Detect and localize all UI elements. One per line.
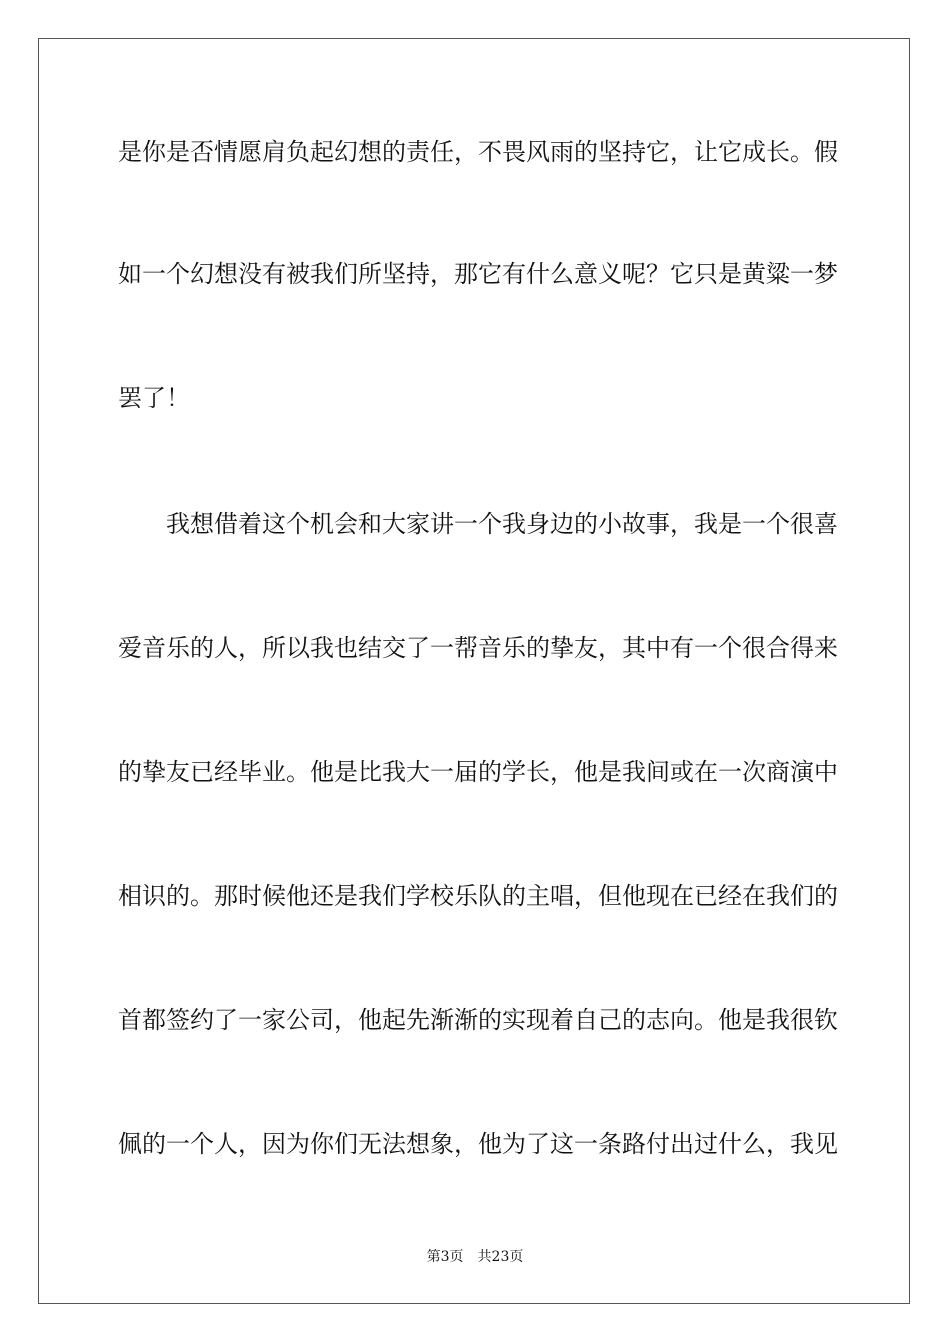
text-line: 是你是否情愿肩负起幻想的责任，不畏风雨的坚持它，让它成长。假	[118, 138, 838, 166]
page-footer	[0, 1248, 950, 1266]
text-line: 相识的。那时候他还是我们学校乐队的主唱，但他现在已经在我们的	[118, 882, 838, 910]
text-line: 佩的一个人，因为你们无法想象，他为了这一条路付出过什么，我见	[118, 1130, 838, 1158]
page-number: 第3页	[426, 1249, 464, 1265]
text-line: 的挚友已经毕业。他是比我大一届的学长，他是我间或在一次商演中	[118, 758, 838, 786]
text-line: 首都签约了一家公司，他起先渐渐的实现着自己的志向。他是我很钦	[118, 1006, 838, 1034]
text-line: 如一个幻想没有被我们所坚持，那它有什么意义呢？它只是黄粱一梦	[118, 260, 838, 288]
page-total: 共23页	[477, 1249, 524, 1265]
page-border	[38, 38, 910, 1304]
paragraph-first-line: 我想借着这个机会和大家讲一个我身边的小故事，我是一个很喜	[166, 510, 838, 538]
text-line: 罢了！	[118, 384, 190, 412]
text-line: 爱音乐的人，所以我也结交了一帮音乐的挚友，其中有一个很合得来	[118, 634, 838, 662]
